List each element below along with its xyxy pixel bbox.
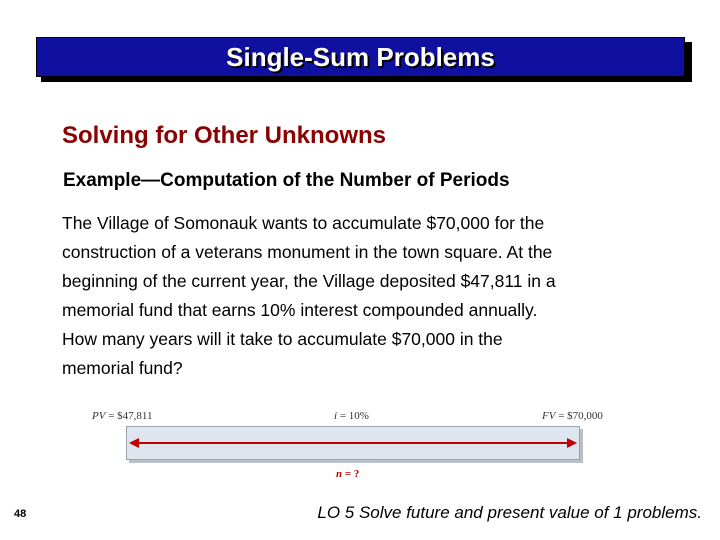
timeline-box [126, 426, 580, 460]
learning-objective-footer: LO 5 Solve future and present value of 1 problems. [317, 503, 702, 522]
problem-text [62, 209, 682, 383]
problem-text-line: construction of a veterans monument in the town square. At the [62, 242, 553, 262]
pv-value: = $47,811 [105, 410, 153, 422]
timeline-diagram [90, 408, 630, 484]
problem-text-line: How many years will it take to accumulate $70,000 in the [62, 329, 503, 349]
left-arrowhead-icon [129, 438, 139, 448]
subheading: Solving for Other Unknowns [62, 122, 387, 149]
rate-label [334, 410, 369, 422]
fv-symbol: FV [542, 410, 556, 422]
slide-title: Single-Sum Problems [226, 41, 495, 72]
fv-value: = $70,000 [555, 410, 603, 422]
pv-symbol: PV [92, 410, 106, 422]
title-bar [36, 37, 685, 77]
periods-label [336, 468, 359, 480]
problem-text-line: memorial fund? [62, 358, 183, 378]
problem-text-line: The Village of Somonauk wants to accumulate $70,000 for the [62, 213, 545, 233]
n-value: = ? [342, 468, 360, 480]
n-symbol: n [336, 468, 343, 480]
problem-text-line: beginning of the current year, the Village deposited $47,811 in a [62, 271, 556, 291]
timeline-arrow [127, 427, 579, 459]
example-heading: Example—Computation of the Number of Periods [63, 170, 510, 191]
rate-value: = 10% [337, 410, 369, 422]
slide-number: 48 [14, 508, 27, 520]
right-arrowhead-icon [567, 438, 577, 448]
pv-label [92, 410, 153, 422]
rate-symbol: i [334, 410, 338, 422]
fv-label [542, 410, 603, 422]
problem-text-line: memorial fund that earns 10% interest compounded annually. [62, 300, 538, 320]
